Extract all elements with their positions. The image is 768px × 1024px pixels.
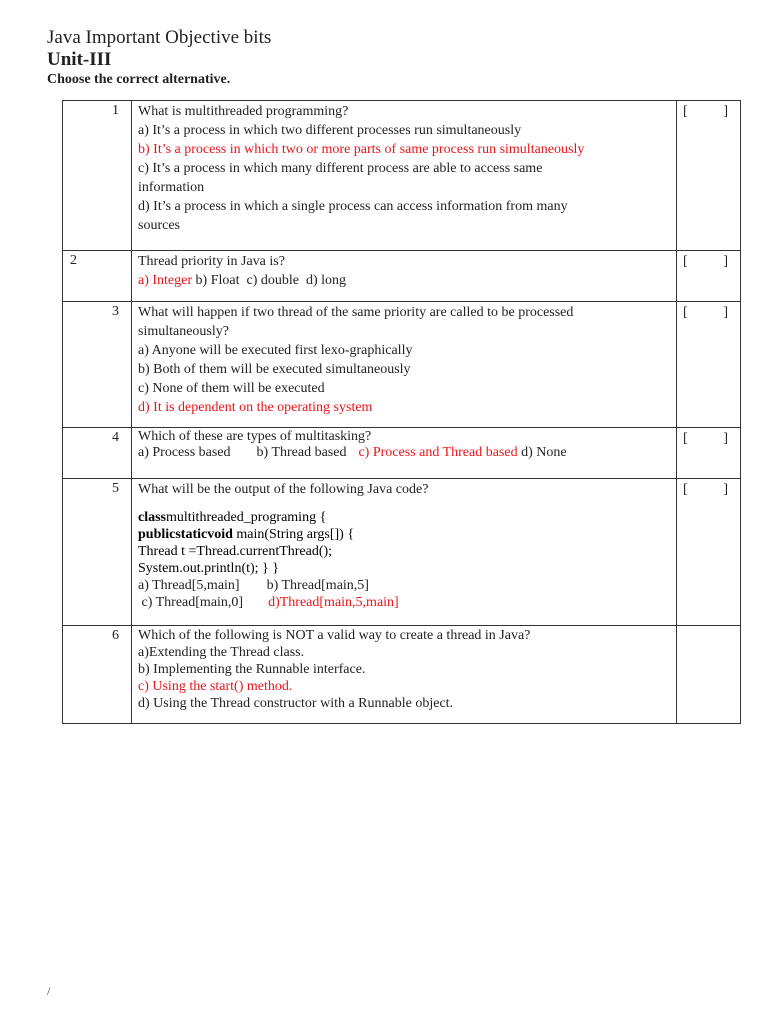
document-title: Java Important Objective bits <box>47 27 272 48</box>
option-c: c) It’s a process in which many different process are able to access same <box>138 161 543 176</box>
option-b: b) Thread based <box>256 445 347 460</box>
option-d-correct: d) It is dependent on the operating system <box>138 400 373 415</box>
question-number: 4 <box>63 428 132 479</box>
bracket-close: ] <box>723 254 728 269</box>
table-row <box>63 626 741 724</box>
question-text: What will happen if two thread of the same priority are called to be processed <box>138 305 574 320</box>
option-b-correct: b) It’s a process in which two or more parts of same process run simultaneously <box>138 142 585 157</box>
question-text: What will be the output of the following Java code? <box>138 482 429 497</box>
option-c: c) double <box>246 273 299 288</box>
option-a: a) It’s a process in which two different processes run simultaneously <box>138 123 522 138</box>
code-line-2: publicstaticvoid main(String args[]) { <box>138 527 355 542</box>
option-c-cont: information <box>138 180 205 195</box>
table-row <box>63 251 741 302</box>
option-a: a) Anyone will be executed first lexo-graphically <box>138 343 413 358</box>
question-number: 2 <box>63 251 132 302</box>
instruction-text: Choose the correct alternative. <box>47 72 231 87</box>
option-d-cont: sources <box>138 218 180 233</box>
options-row-2 <box>138 594 670 611</box>
question-text-cont: simultaneously? <box>138 324 229 339</box>
question-text: Which of these are types of multitasking? <box>138 429 372 444</box>
code-line-4: System.out.println(t); } } <box>138 561 279 576</box>
question-cell <box>132 251 677 302</box>
question-cell <box>132 479 677 626</box>
question-cell <box>132 626 677 724</box>
option-b: b) Float <box>195 273 240 288</box>
question-text: Thread priority in Java is? <box>138 254 285 269</box>
code-line-3: Thread t =Thread.currentThread(); <box>138 544 333 559</box>
option-c-correct: c) Process and Thread based <box>358 445 518 460</box>
option-b: b) Both of them will be executed simultaneously <box>138 362 411 377</box>
answer-bracket <box>677 251 741 302</box>
bracket-open: [ <box>683 482 688 497</box>
option-d: d) None <box>521 445 567 460</box>
question-cell <box>132 302 677 428</box>
code-line-1: classmultithreaded_programing { <box>138 510 327 525</box>
options-row-1 <box>138 577 670 594</box>
option-d-correct: d)Thread[main,5,main] <box>268 595 399 610</box>
question-text: What is multithreaded programming? <box>138 104 349 119</box>
bracket-close: ] <box>723 431 728 446</box>
option-d: d) long <box>305 273 347 288</box>
table-row <box>63 101 741 251</box>
option-a-correct: a) Integer <box>138 273 193 288</box>
questions-table <box>62 100 741 724</box>
footer-mark: / <box>47 984 51 998</box>
bracket-open: [ <box>683 305 688 320</box>
answer-bracket <box>677 101 741 251</box>
option-d: d) Using the Thread constructor with a Runnable object. <box>138 696 454 711</box>
bracket-close: ] <box>723 104 728 119</box>
table-row <box>63 302 741 428</box>
answer-bracket <box>677 428 741 479</box>
question-cell <box>132 101 677 251</box>
question-number: 1 <box>63 101 132 251</box>
option-c-correct: c) Using the start() method. <box>138 679 293 694</box>
option-a: a) Process based <box>138 445 231 460</box>
option-b: b) Thread[main,5] <box>266 578 369 593</box>
question-text: Which of the following is NOT a valid way to create a thread in Java? <box>138 628 531 643</box>
code-keyword: class <box>138 510 166 525</box>
option-d: d) It’s a process in which a single process can access information from many <box>138 199 568 214</box>
option-a: a) Thread[5,main] <box>138 578 240 593</box>
unit-heading: Unit-III <box>47 49 112 70</box>
code-keyword: publicstaticvoid <box>138 527 233 542</box>
option-a: a)Extending the Thread class. <box>138 645 305 660</box>
answer-bracket <box>677 479 741 626</box>
question-number: 6 <box>63 626 132 724</box>
bracket-close: ] <box>723 305 728 320</box>
bracket-close: ] <box>723 482 728 497</box>
question-number: 5 <box>63 479 132 626</box>
bracket-open: [ <box>683 254 688 269</box>
bracket-open: [ <box>683 431 688 446</box>
option-b: b) Implementing the Runnable interface. <box>138 662 366 677</box>
question-cell <box>132 428 677 479</box>
option-c: c) None of them will be executed <box>138 381 325 396</box>
answer-bracket-empty <box>677 626 741 724</box>
table-row <box>63 479 741 626</box>
answer-bracket <box>677 302 741 428</box>
option-c: c) Thread[main,0] <box>141 595 244 610</box>
bracket-open: [ <box>683 104 688 119</box>
question-number: 3 <box>63 302 132 428</box>
table-row <box>63 428 741 479</box>
